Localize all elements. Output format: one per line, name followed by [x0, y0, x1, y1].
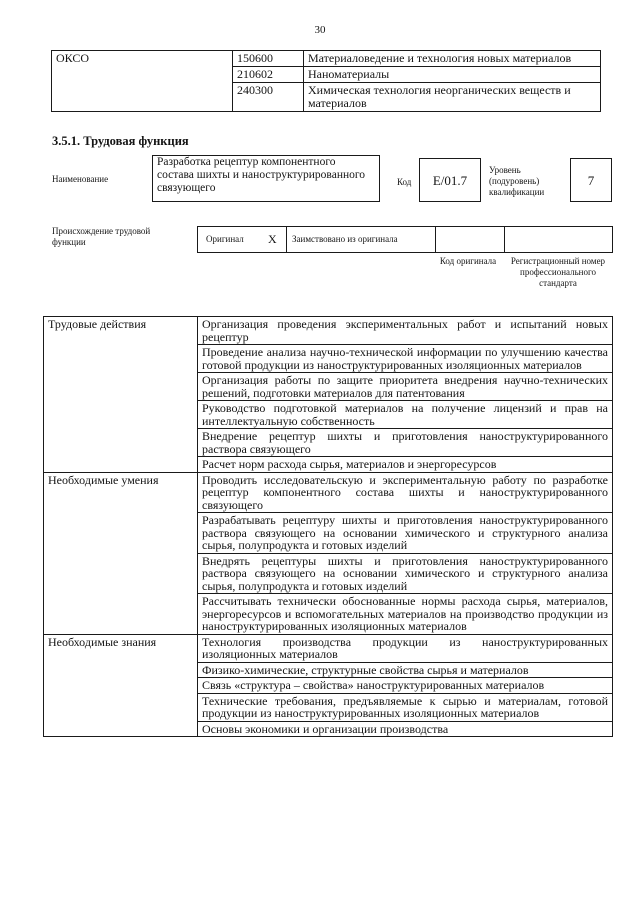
- table-cell: Руководство подготовкой материалов на получение лицензий и прав на интеллектуальную собственность: [198, 401, 613, 429]
- table-cell: Организация работы по защите приоритета внедрения научно-технических решений, подготовки материалов для патентования: [198, 373, 613, 401]
- function-table: [43, 316, 613, 737]
- origin-label: Происхождение трудовой функции: [52, 226, 151, 247]
- table-cell: Организация проведения экспериментальных работ и испытаний новых рецептур: [198, 317, 613, 345]
- okso-label: ОКСО: [52, 51, 233, 112]
- name-label: Наименование: [52, 174, 109, 184]
- table-row: [52, 51, 601, 67]
- table-cell: Внедрение рецептур шихты и приготовления наноструктурированного раствора связующего: [198, 429, 613, 457]
- section-title: 3.5.1. Трудовая функция: [52, 134, 189, 148]
- original-mark: X: [268, 232, 277, 246]
- table-cell: Связь «структура – свойства» наноструктурированных материалов: [198, 678, 613, 694]
- okso-code: 210602: [233, 67, 304, 83]
- divider: [504, 227, 505, 252]
- code-caption: Код оригинала: [439, 256, 497, 266]
- table-cell: Технология производства продукции из наноструктурированных изоляционных материалов: [198, 634, 613, 662]
- okso-name: Материаловедение и технология новых материалов: [304, 51, 601, 67]
- level-label: Уровень (подуровень) квалификации: [489, 165, 545, 197]
- table-cell: Разрабатывать рецептуру шихты и приготовления наноструктурированного раствора связующего на основании химического и структурного анализа сырья, полупродукта и готовых изделий: [198, 513, 613, 554]
- page-number: 30: [314, 24, 326, 36]
- okso-table: [51, 50, 601, 112]
- function-code: E/01.7: [419, 158, 481, 202]
- okso-name: Наноматериалы: [304, 67, 601, 83]
- okso-code: 150600: [233, 51, 304, 67]
- code-label: Код: [397, 177, 412, 187]
- reg-caption: Регистрационный номер профессионального стандарта: [510, 256, 606, 288]
- section-header: Необходимые умения: [44, 472, 198, 634]
- table-cell: Технические требования, предъявляемые к сырью и материалам, готовой продукции из наноструктурированных изоляционных материалов: [198, 693, 613, 721]
- table-cell: Физико-химические, структурные свойства сырья и материалов: [198, 662, 613, 678]
- divider: [435, 227, 436, 252]
- original-label: Оригинал: [206, 234, 244, 244]
- table-cell: Проведение анализа научно-технической информации по улучшению качества готовой продукции из наноструктурированных изоляционных материалов: [198, 345, 613, 373]
- table-cell: Основы экономики и организации производства: [198, 721, 613, 737]
- level-value: 7: [570, 158, 612, 202]
- okso-name: Химическая технология неорганических веществ и материалов: [304, 83, 601, 112]
- table-row: [44, 634, 613, 662]
- divider: [286, 227, 287, 252]
- borrowed-label: Заимствовано из оригинала: [292, 234, 398, 244]
- function-name: Разработка рецептур компонентного состава шихты и наноструктурированного связующего: [152, 155, 380, 202]
- section-header: Трудовые действия: [44, 317, 198, 473]
- section-header: Необходимые знания: [44, 634, 198, 737]
- origin-box: [197, 226, 613, 253]
- table-cell: Расчет норм расхода сырья, материалов и энергоресурсов: [198, 457, 613, 473]
- okso-code: 240300: [233, 83, 304, 112]
- table-cell: Рассчитывать технически обоснованные нормы расхода сырья, материалов, энергоресурсов и вспомогательных материалов на производство продукции из наноструктурированных изоляционных материалов: [198, 594, 613, 635]
- table-row: [44, 317, 613, 345]
- table-cell: Внедрять рецептуры шихты и приготовления наноструктурированного раствора связующего на основании химического и структурного анализа сырья, полупродукта и готовых изделий: [198, 553, 613, 594]
- table-row: [44, 472, 613, 513]
- table-cell: Проводить исследовательскую и экспериментальную работу по разработке рецептур компонентного состава шихты и наноструктурированного связующего: [198, 472, 613, 513]
